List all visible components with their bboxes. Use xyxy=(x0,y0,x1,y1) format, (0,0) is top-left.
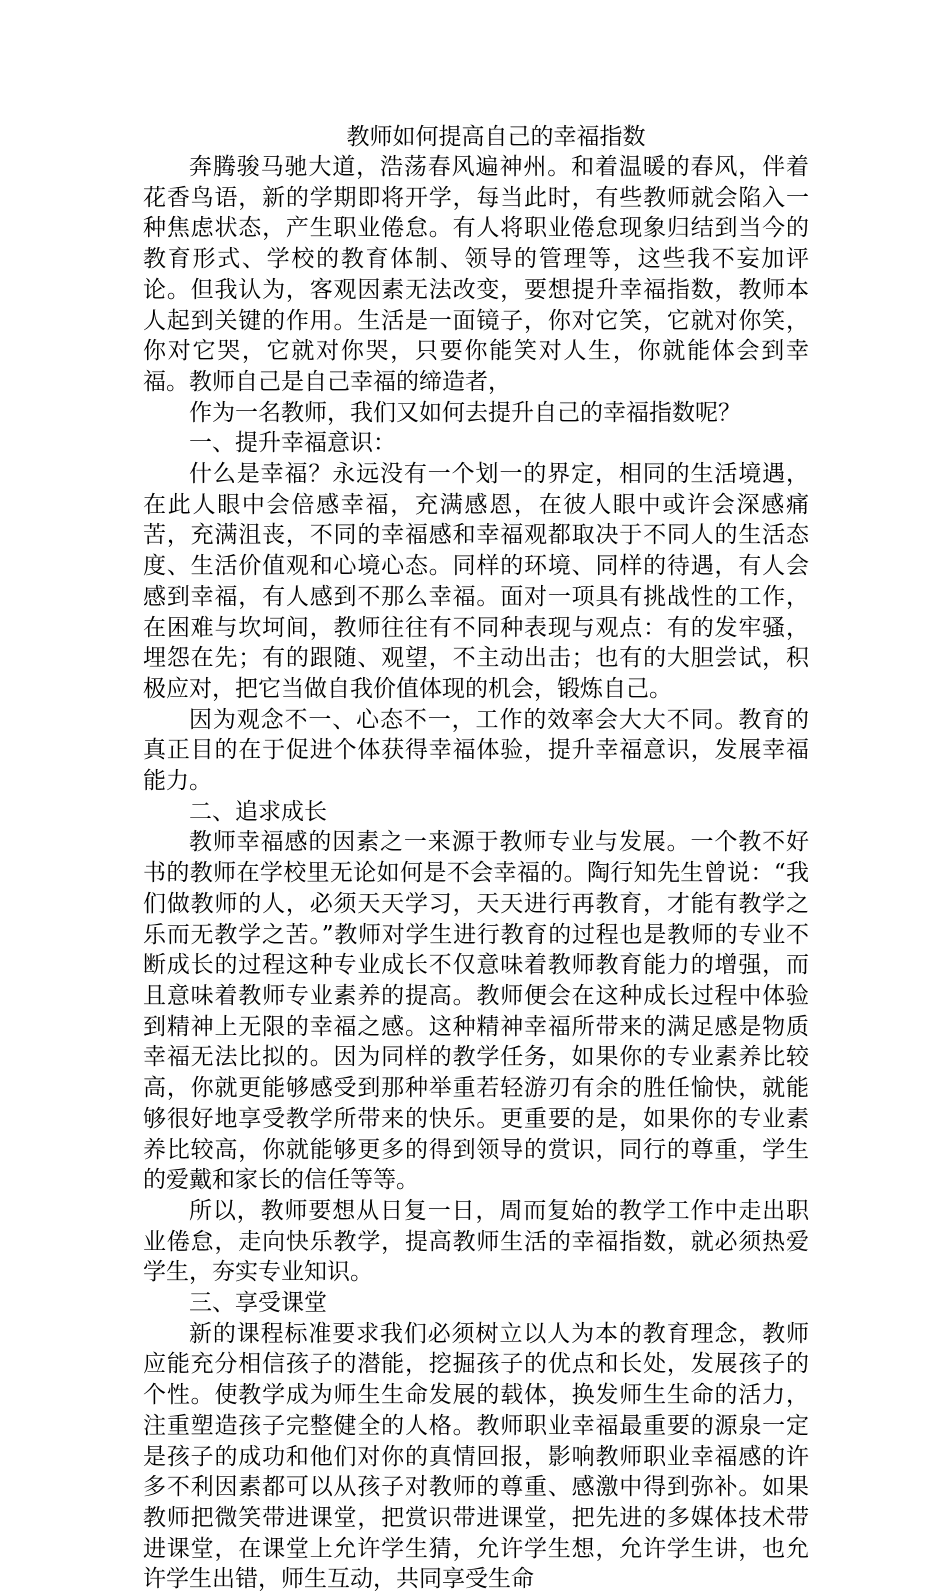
paragraph-classroom: 新的课程标准要求我们必须树立以人为本的教育理念，教师应能充分相信孩子的潜能，挖掘孩子的优点和长处，发展孩子的个性。使教学成为师生生命发展的载体，换发师生生命的活力，注重塑造孩子完整健全的人格。教师职业幸福最重要的源泉一定是孩子的成功和他们对你的真情回报，影响教师职业幸福感的许多不利因素都可以从孩子对教师的尊重、感激中得到弥补。如果教师把微笑带进课堂，把赏识带进课堂，把先进的多媒体技术带进课堂，在课堂上允许学生猜，允许学生想，允许学生讲，也允许学生出错，师生互动，共同享受生命 xyxy=(143,1320,809,1593)
paragraph-growth: 教师幸福感的因素之一来源于教师专业与发展。一个教不好书的教师在学校里无论如何是不会幸福的。陶行知先生曾说：“我们做教师的人，必须天天学习，天天进行再教育，才能有教学之乐而无教学之苦。”教师对学生进行教育的过程也是教师的专业不断成长的过程这种专业成长不仅意味着教师教育能力的增强，而且意味着教师专业素养的提高。教师便会在这种成长过程中体验到精神上无限的幸福之感。这种精神幸福所带来的满足感是物质幸福无法比拟的。因为同样的教学任务，如果你的专业素养比较高，你就更能够感受到那种举重若轻游刃有余的胜任愉快，就能够很好地享受教学所带来的快乐。更重要的是，如果你的专业素养比较高，你就能够更多的得到领导的赏识，同行的尊重，学生的爱戴和家长的信任等等。 xyxy=(143,829,809,1194)
paragraph-question: 作为一名教师，我们又如何去提升自己的幸福指数呢？ xyxy=(189,399,741,426)
document-title: 教师如何提高自己的幸福指数 xyxy=(346,124,646,150)
paragraph-attitude: 因为观念不一、心态不一，工作的效率会大大不同。教育的真正目的在于促进个体获得幸福体验，提升幸福意识，发展幸福能力。 xyxy=(143,706,809,795)
section-heading-2: 二、追求成长 xyxy=(189,798,327,825)
paragraph-intro: 奔腾骏马驰大道，浩荡春风遍神州。和着温暖的春风，伴着花香鸟语，新的学期即将开学，每当此时，有些教师就会陷入一种焦虑状态，产生职业倦怠。有人将职业倦怠现象归结到当今的教育形式、学校的教育体制、领导的管理等，这些我不妄加评论。但我认为，客观因素无法改变，要想提升幸福指数，教师本人起到关键的作用。生活是一面镜子，你对它笑，它就对你笑，你对它哭，它就对你哭，只要你能笑对人生，你就能体会到幸福。教师自己是自己幸福的缔造者， xyxy=(143,154,809,395)
section-heading-1: 一、提升幸福意识： xyxy=(189,430,396,457)
document-page xyxy=(143,122,809,1595)
paragraph-conclusion-growth: 所以，教师要想从日复一日，周而复始的教学工作中走出职业倦怠，走向快乐教学，提高教师生活的幸福指数，就必须热爱学生，夯实专业知识。 xyxy=(143,1197,809,1286)
section-heading-3: 三、享受课堂 xyxy=(189,1290,327,1317)
paragraph-happiness-definition: 什么是幸福？永远没有一个划一的界定，相同的生活境遇，在此人眼中会倍感幸福，充满感恩，在彼人眼中或许会深感痛苦，充满沮丧，不同的幸福感和幸福观都取决于不同人的生活态度、生活价值观和心境心态。同样的环境、同样的待遇，有人会感到幸福，有人感到不那么幸福。面对一项具有挑战性的工作，在困难与坎坷间，教师往往有不同种表现与观点：有的发牢骚，埋怨在先；有的跟随、观望，不主动出击；也有的大胆尝试，积极应对，把它当做自我价值体现的机会，锻炼自己。 xyxy=(143,461,809,702)
